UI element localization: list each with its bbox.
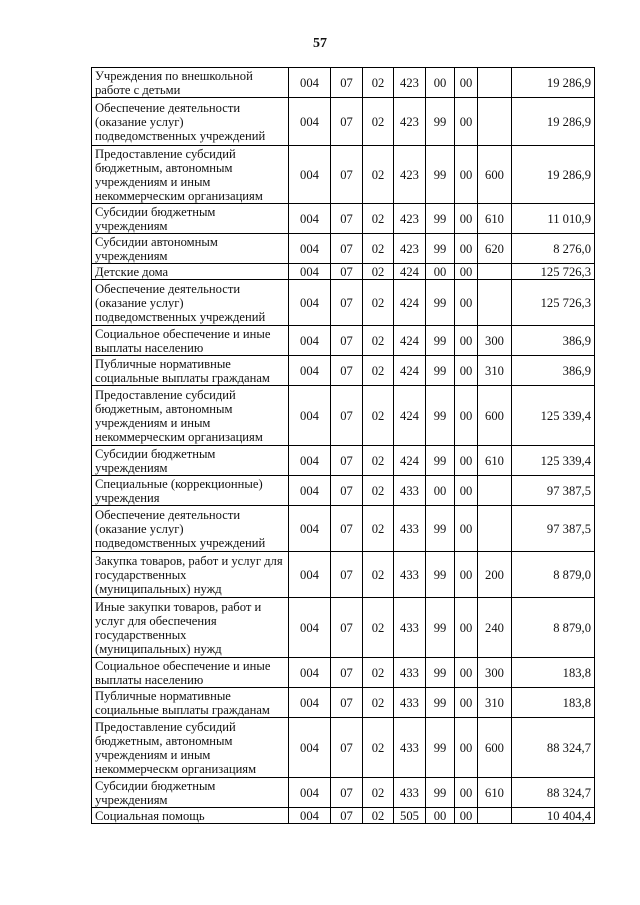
row-name: Предоставление субсидий бюджетным, автономным учреждениям и иным некоммерческим организациям: [92, 146, 289, 204]
ministry-code: 004: [289, 264, 331, 280]
target-article-subcode: 99: [426, 326, 455, 356]
row-name: Иные закупки товаров, работ и услуг для обеспечения государственных (муниципальных) нужд: [92, 598, 289, 658]
section-code: 07: [331, 552, 363, 598]
target-article-subcode: 99: [426, 356, 455, 386]
section-code: 07: [331, 778, 363, 808]
table-row: [92, 68, 595, 98]
expense-type-code: 610: [478, 446, 512, 476]
target-article-code: 423: [394, 204, 426, 234]
row-name: Закупка товаров, работ и услуг для государственных (муниципальных) нужд: [92, 552, 289, 598]
target-article-code: 423: [394, 234, 426, 264]
amount: 19 286,9: [512, 98, 595, 146]
section-code: 07: [331, 718, 363, 778]
section-code: 07: [331, 264, 363, 280]
section-code: 07: [331, 808, 363, 824]
target-article-subcode: 99: [426, 204, 455, 234]
section-code: 07: [331, 506, 363, 552]
target-article-subcode: 99: [426, 386, 455, 446]
expense-type-code: 610: [478, 778, 512, 808]
target-article-code: 423: [394, 98, 426, 146]
target-article-detail: 00: [455, 688, 478, 718]
amount: 97 387,5: [512, 506, 595, 552]
subsection-code: 02: [363, 280, 394, 326]
row-name: Публичные нормативные социальные выплаты гражданам: [92, 356, 289, 386]
row-name: Социальное обеспечение и иные выплаты населению: [92, 658, 289, 688]
target-article-code: 424: [394, 446, 426, 476]
table-row: [92, 98, 595, 146]
target-article-detail: 00: [455, 808, 478, 824]
subsection-code: 02: [363, 98, 394, 146]
ministry-code: 004: [289, 204, 331, 234]
section-code: 07: [331, 280, 363, 326]
target-article-detail: 00: [455, 386, 478, 446]
subsection-code: 02: [363, 68, 394, 98]
expense-type-code: [478, 68, 512, 98]
target-article-code: 424: [394, 280, 426, 326]
table-row: [92, 386, 595, 446]
ministry-code: 004: [289, 386, 331, 446]
ministry-code: 004: [289, 688, 331, 718]
row-name: Обеспечение деятельности (оказание услуг) подведомственных учреждений: [92, 280, 289, 326]
subsection-code: 02: [363, 476, 394, 506]
page-number: 57: [313, 36, 327, 51]
target-article-subcode: 99: [426, 98, 455, 146]
ministry-code: 004: [289, 718, 331, 778]
row-name: Субсидии бюджетным учреждениям: [92, 446, 289, 476]
section-code: 07: [331, 688, 363, 718]
section-code: 07: [331, 446, 363, 476]
table-row: [92, 552, 595, 598]
expense-type-code: 240: [478, 598, 512, 658]
section-code: 07: [331, 476, 363, 506]
subsection-code: 02: [363, 778, 394, 808]
target-article-subcode: 99: [426, 552, 455, 598]
section-code: 07: [331, 326, 363, 356]
row-name: Субсидии бюджетным учреждениям: [92, 778, 289, 808]
table-row: [92, 204, 595, 234]
section-code: 07: [331, 356, 363, 386]
target-article-code: 423: [394, 68, 426, 98]
expense-type-code: [478, 98, 512, 146]
amount: 8 276,0: [512, 234, 595, 264]
ministry-code: 004: [289, 658, 331, 688]
expense-type-code: 600: [478, 718, 512, 778]
amount: 125 339,4: [512, 386, 595, 446]
subsection-code: 02: [363, 204, 394, 234]
table-row: [92, 688, 595, 718]
amount: 125 726,3: [512, 280, 595, 326]
target-article-detail: 00: [455, 280, 478, 326]
section-code: 07: [331, 98, 363, 146]
amount: 183,8: [512, 658, 595, 688]
table-row: [92, 326, 595, 356]
amount: 125 339,4: [512, 446, 595, 476]
subsection-code: 02: [363, 356, 394, 386]
table-row: [92, 778, 595, 808]
expense-type-code: [478, 808, 512, 824]
amount: 10 404,4: [512, 808, 595, 824]
target-article-detail: 00: [455, 98, 478, 146]
ministry-code: 004: [289, 506, 331, 552]
target-article-subcode: 00: [426, 808, 455, 824]
subsection-code: 02: [363, 598, 394, 658]
target-article-detail: 00: [455, 778, 478, 808]
row-name: Публичные нормативные социальные выплаты гражданам: [92, 688, 289, 718]
ministry-code: 004: [289, 98, 331, 146]
amount: 183,8: [512, 688, 595, 718]
target-article-detail: 00: [455, 204, 478, 234]
table-row: [92, 476, 595, 506]
amount: 8 879,0: [512, 598, 595, 658]
ministry-code: 004: [289, 326, 331, 356]
target-article-subcode: 00: [426, 476, 455, 506]
row-name: Детские дома: [92, 264, 289, 280]
ministry-code: 004: [289, 476, 331, 506]
expense-type-code: 310: [478, 356, 512, 386]
table-row: [92, 598, 595, 658]
amount: 88 324,7: [512, 778, 595, 808]
amount: 97 387,5: [512, 476, 595, 506]
expense-type-code: [478, 280, 512, 326]
target-article-detail: 00: [455, 476, 478, 506]
row-name: Обеспечение деятельности (оказание услуг) подведомственных учреждений: [92, 98, 289, 146]
section-code: 07: [331, 146, 363, 204]
ministry-code: 004: [289, 356, 331, 386]
subsection-code: 02: [363, 506, 394, 552]
section-code: 07: [331, 204, 363, 234]
target-article-code: 433: [394, 506, 426, 552]
subsection-code: 02: [363, 552, 394, 598]
section-code: 07: [331, 598, 363, 658]
target-article-subcode: 99: [426, 234, 455, 264]
target-article-detail: 00: [455, 68, 478, 98]
row-name: Предоставление субсидий бюджетным, автономным учреждениям и иным некоммерческим организациям: [92, 386, 289, 446]
table-row: [92, 234, 595, 264]
expense-type-code: 300: [478, 326, 512, 356]
table-row: [92, 264, 595, 280]
target-article-subcode: 99: [426, 506, 455, 552]
target-article-code: 433: [394, 688, 426, 718]
expense-type-code: 310: [478, 688, 512, 718]
target-article-subcode: 00: [426, 264, 455, 280]
amount: 19 286,9: [512, 68, 595, 98]
ministry-code: 004: [289, 778, 331, 808]
target-article-subcode: 99: [426, 598, 455, 658]
row-name: Субсидии автономным учреждениям: [92, 234, 289, 264]
expense-type-code: [478, 264, 512, 280]
budget-table: [91, 67, 595, 824]
amount: 11 010,9: [512, 204, 595, 234]
row-name: Учреждения по внешкольной работе с детьми: [92, 68, 289, 98]
target-article-code: 424: [394, 356, 426, 386]
table-row: [92, 658, 595, 688]
expense-type-code: 300: [478, 658, 512, 688]
expense-type-code: 200: [478, 552, 512, 598]
subsection-code: 02: [363, 658, 394, 688]
amount: 125 726,3: [512, 264, 595, 280]
section-code: 07: [331, 234, 363, 264]
subsection-code: 02: [363, 718, 394, 778]
target-article-subcode: 99: [426, 778, 455, 808]
target-article-subcode: 99: [426, 146, 455, 204]
target-article-code: 433: [394, 476, 426, 506]
section-code: 07: [331, 68, 363, 98]
amount: 19 286,9: [512, 146, 595, 204]
target-article-detail: 00: [455, 506, 478, 552]
target-article-code: 424: [394, 326, 426, 356]
target-article-detail: 00: [455, 658, 478, 688]
target-article-subcode: 00: [426, 68, 455, 98]
ministry-code: 004: [289, 68, 331, 98]
target-article-code: 433: [394, 778, 426, 808]
table-row: [92, 356, 595, 386]
amount: 386,9: [512, 326, 595, 356]
target-article-code: 505: [394, 808, 426, 824]
row-name: Специальные (коррекционные) учреждения: [92, 476, 289, 506]
table-row: [92, 718, 595, 778]
target-article-code: 424: [394, 386, 426, 446]
table-row: [92, 146, 595, 204]
subsection-code: 02: [363, 326, 394, 356]
section-code: 07: [331, 658, 363, 688]
row-name: Социальная помощь: [92, 808, 289, 824]
amount: 8 879,0: [512, 552, 595, 598]
expense-type-code: [478, 506, 512, 552]
ministry-code: 004: [289, 598, 331, 658]
subsection-code: 02: [363, 234, 394, 264]
target-article-detail: 00: [455, 146, 478, 204]
target-article-subcode: 99: [426, 446, 455, 476]
target-article-code: 424: [394, 264, 426, 280]
target-article-subcode: 99: [426, 658, 455, 688]
table-row: [92, 808, 595, 824]
row-name: Субсидии бюджетным учреждениям: [92, 204, 289, 234]
subsection-code: 02: [363, 808, 394, 824]
ministry-code: 004: [289, 808, 331, 824]
subsection-code: 02: [363, 146, 394, 204]
amount: 88 324,7: [512, 718, 595, 778]
expense-type-code: 600: [478, 386, 512, 446]
target-article-detail: 00: [455, 598, 478, 658]
table-row: [92, 280, 595, 326]
table-row: [92, 446, 595, 476]
table-body: [92, 68, 595, 824]
target-article-code: 433: [394, 552, 426, 598]
target-article-code: 433: [394, 718, 426, 778]
ministry-code: 004: [289, 446, 331, 476]
amount: 386,9: [512, 356, 595, 386]
expense-type-code: [478, 476, 512, 506]
target-article-detail: 00: [455, 446, 478, 476]
table-row: [92, 506, 595, 552]
target-article-subcode: 99: [426, 688, 455, 718]
target-article-detail: 00: [455, 718, 478, 778]
row-name: Социальное обеспечение и иные выплаты населению: [92, 326, 289, 356]
target-article-detail: 00: [455, 264, 478, 280]
target-article-detail: 00: [455, 234, 478, 264]
subsection-code: 02: [363, 446, 394, 476]
target-article-detail: 00: [455, 552, 478, 598]
section-code: 07: [331, 386, 363, 446]
target-article-code: 423: [394, 146, 426, 204]
row-name: Обеспечение деятельности (оказание услуг) подведомственных учреждений: [92, 506, 289, 552]
target-article-code: 433: [394, 598, 426, 658]
subsection-code: 02: [363, 688, 394, 718]
ministry-code: 004: [289, 146, 331, 204]
ministry-code: 004: [289, 280, 331, 326]
row-name: Предоставление субсидий бюджетным, автономным учреждениям и иным некоммерческм организациям: [92, 718, 289, 778]
ministry-code: 004: [289, 234, 331, 264]
expense-type-code: 600: [478, 146, 512, 204]
expense-type-code: 620: [478, 234, 512, 264]
ministry-code: 004: [289, 552, 331, 598]
expense-type-code: 610: [478, 204, 512, 234]
subsection-code: 02: [363, 386, 394, 446]
target-article-detail: 00: [455, 356, 478, 386]
target-article-subcode: 99: [426, 280, 455, 326]
target-article-subcode: 99: [426, 718, 455, 778]
target-article-detail: 00: [455, 326, 478, 356]
target-article-code: 433: [394, 658, 426, 688]
subsection-code: 02: [363, 264, 394, 280]
